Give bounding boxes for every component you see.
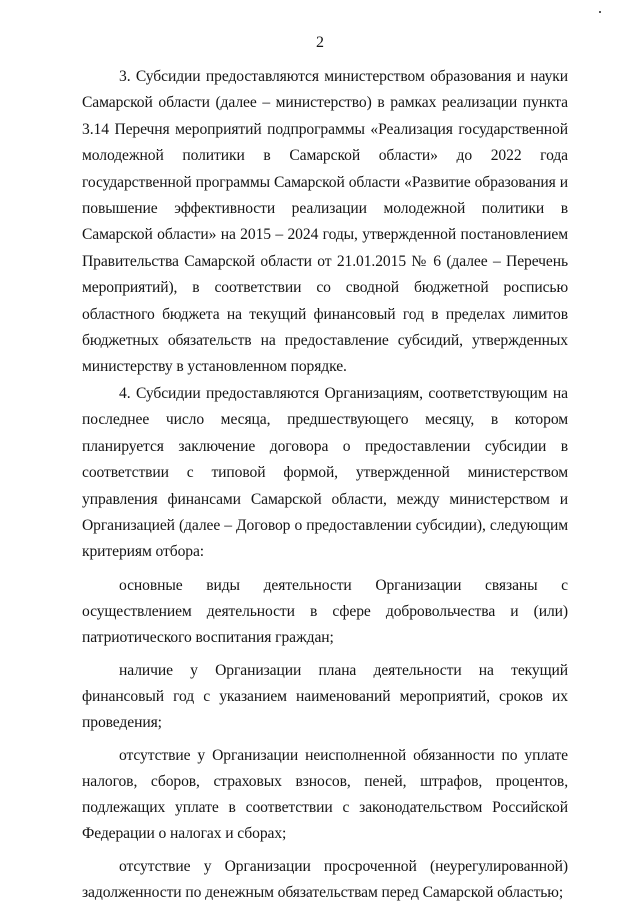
spacer [82, 651, 568, 658]
scan-speck [599, 11, 601, 13]
spacer [82, 566, 568, 573]
paragraph-3: 3. Субсидии предоставляются министерством образования и науки Самарской области (далее – министерство) в рамках реализации пункта 3.14 Перечня мероприятий подпрограммы «Реализация государственной молодежной политики в Самарской области» до 2022 года государственной программы Самарской области «Развитие образования и повышение эффективности реализации молодежной политики в Самарской области» на 2015 – 2024 годы, утвержденной постановлением Правительства Самарской области от 21.01.2015 № 6 (далее – Перечень мероприятий), в соответствии со сводной бюджетной росписью областного бюджета на текущий финансовый год в пределах лимитов бюджетных обязательств на предоставление субсидий, утвержденных министерству в установленном порядке. [82, 68, 568, 376]
paragraph-4: 4. Субсидии предоставляются Организациям, соответствующим на последнее число месяца, предшествующего месяцу, в котором планируется заключение договора о предоставлении субсидии в соответствии с типовой формой, утвержденной министерством управления финансами Самарской области, между министерством и Организацией (далее – Договор о предоставлении субсидии), следующим критериям отбора: [82, 384, 568, 561]
criterion-no-tax-debt: отсутствие у Организации неисполненной обязанности по уплате налогов, сборов, страховых взносов, пеней, штрафов, процентов, подлежащих уплате в соответствии с законодательством Российской Федерации о налогах и сборах; [82, 746, 568, 842]
criterion-no-overdue-debt: отсутствие у Организации просроченной (неурегулированной) задолженности по денежным обязательствам перед Самарской областью; [82, 857, 568, 901]
spacer [82, 736, 568, 743]
page-number: 2 [316, 34, 324, 51]
criterion-plan: наличие у Организации плана деятельности на текущий финансовый год с указанием наименований мероприятий, сроков их проведения; [82, 661, 568, 731]
document-body [82, 64, 568, 906]
spacer [82, 847, 568, 854]
criterion-activity: основные виды деятельности Организации связаны с осуществлением деятельности в сфере добровольчества и (или) патриотического воспитания граждан; [82, 576, 568, 646]
